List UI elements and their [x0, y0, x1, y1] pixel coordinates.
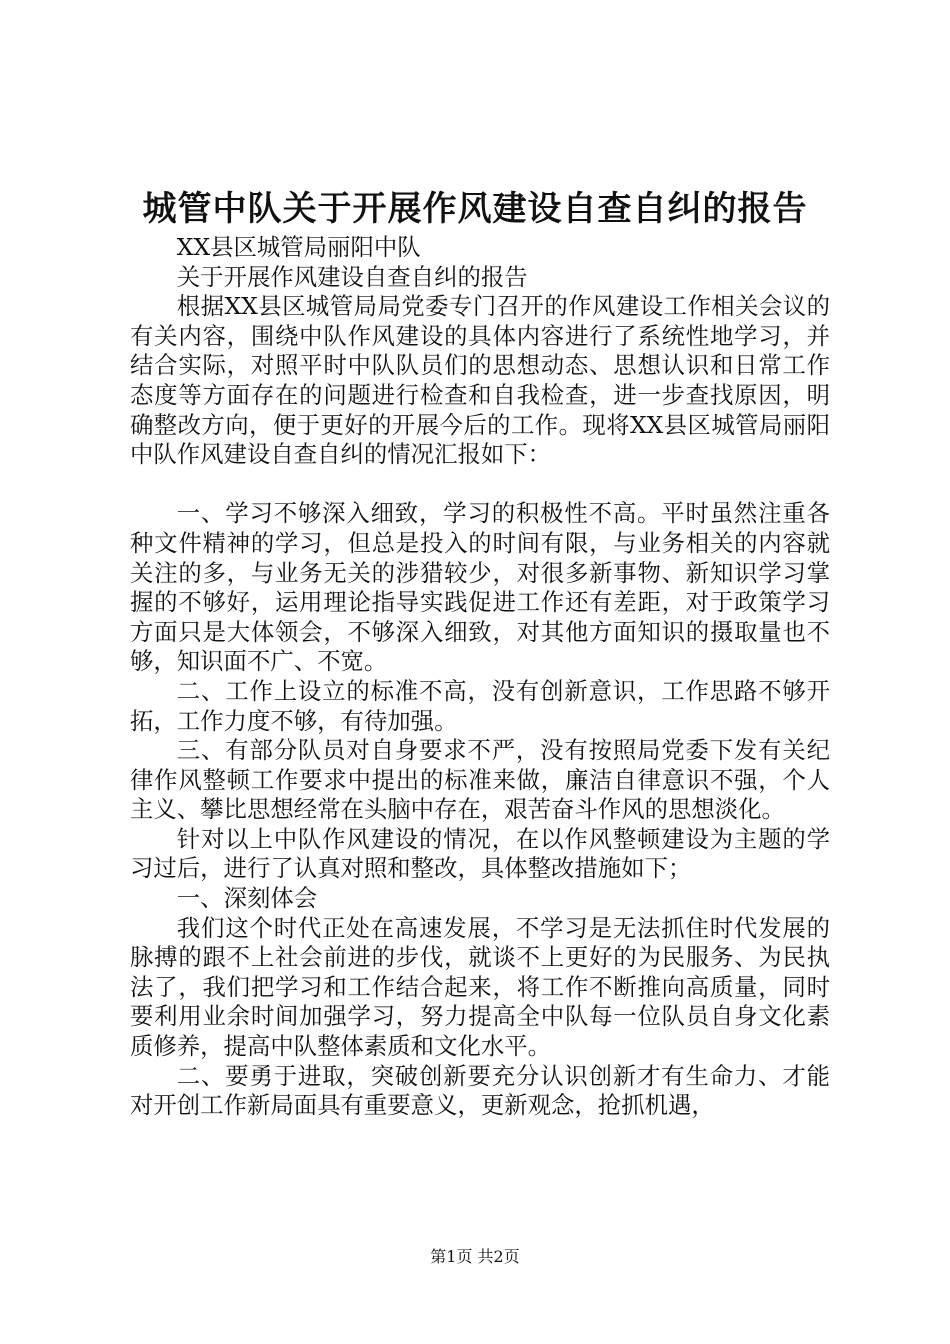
- measure-one-heading: 一、深刻体会: [176, 884, 318, 913]
- document-body: [130, 233, 830, 1121]
- paragraph-spacer: [130, 470, 830, 500]
- measure-one-paragraph: 我们这个时代正处在高速发展，不学习是无法抓住时代发展的脉搏的跟不上社会前进的步伐，就谈不上更好的为民服务、为民执法了，我们把学习和工作结合起来，将工作不断推向高质量，同时要利用业余时间加强学习，努力提高全中队每一位队员自身文化素质修养，提高中队整体素质和文化水平。: [130, 913, 830, 1061]
- issue-two-paragraph: 二、工作上设立的标准不高，没有创新意识，工作思路不够开拓，工作力度不够，有待加强。: [130, 676, 830, 735]
- issue-three-paragraph: 三、有部分队员对自身要求不严，没有按照局党委下发有关纪律作风整顿工作要求中提出的标准来做，廉洁自律意识不强，个人主义、攀比思想经常在头脑中存在，艰苦奋斗作风的思想淡化。: [130, 736, 830, 824]
- report-subtitle-line: 关于开展作风建设自查自纠的报告: [176, 262, 528, 291]
- org-name-line: XX县区城管局丽阳中队: [176, 233, 421, 261]
- document-title: 城管中队关于开展作风建设自查自纠的报告: [142, 189, 808, 229]
- measures-intro-paragraph: 针对以上中队作风建设的情况，在以作风整顿建设为主题的学习过后，进行了认真对照和整改，具体整改措施如下；: [130, 824, 830, 883]
- issue-one-paragraph: 一、学习不够深入细致，学习的积极性不高。平时虽然注重各种文件精神的学习，但总是投入的时间有限，与业务相关的内容就关注的多，与业务无关的涉猎较少，对很多新事物、新知识学习掌握的不够好，运用理论指导实践促进工作还有差距，对于政策学习方面只是大体领会，不够深入细致，对其他方面知识的摄取量也不够，知识面不广、不宽。: [130, 499, 830, 676]
- page-footer: 第1页 共2页: [430, 1247, 520, 1266]
- measure-two-paragraph: 二、要勇于进取，突破创新要充分认识创新才有生命力、才能对开创工作新局面具有重要意义，更新观念，抢抓机遇，: [130, 1061, 830, 1120]
- intro-paragraph: 根据XX县区城管局局党委专门召开的作风建设工作相关会议的有关内容，围绕中队作风建设的具体内容进行了系统性地学习，并结合实际，对照平时中队队员们的思想动态、思想认识和日常工作态度等方面存在的问题进行检查和自我检查，进一步查找原因，明确整改方向，便于更好的开展今后的工作。现将XX县区城管局丽阳中队作风建设自查自纠的情况汇报如下：: [130, 292, 830, 469]
